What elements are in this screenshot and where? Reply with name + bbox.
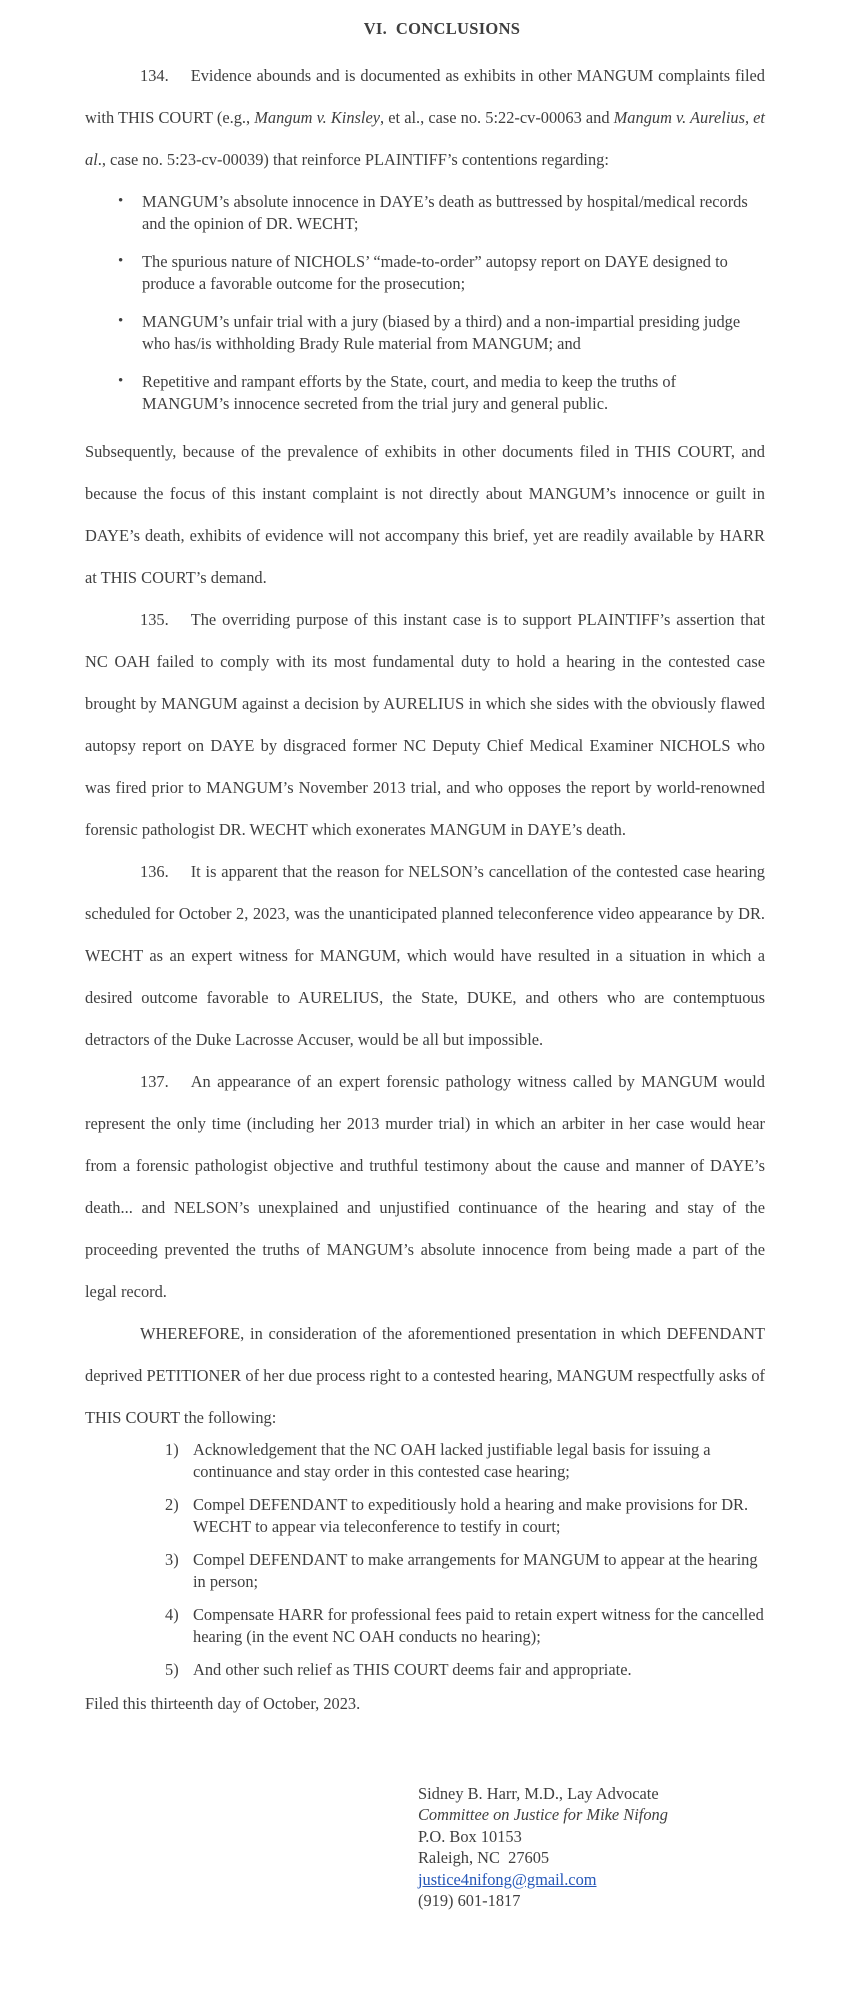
signatory-city-state-zip: Raleigh, NC 27605 — [418, 1848, 550, 1867]
item-text: Acknowledgement that the NC OAH lacked justifiable legal basis for issuing a continuance and stay order in this contested case hearing; — [193, 1440, 711, 1481]
bullet-icon: • — [118, 253, 124, 269]
bullet-text: MANGUM’s unfair trial with a jury (biased by a third) and a non-impartial presiding judge who has/is withholding Brady Rule material from MANGUM; and — [142, 312, 741, 353]
case-citation: Mangum v. Kinsley — [254, 108, 381, 127]
item-marker: 4) — [165, 1605, 179, 1624]
relief-item — [165, 1549, 765, 1592]
bullet-icon: • — [118, 373, 124, 389]
bullet-text: The spurious nature of NICHOLS’ “made-to-order” autopsy report on DAYE designed to produce a favorable outcome for the prosecution; — [142, 252, 728, 293]
relief-request-list — [165, 1439, 765, 1681]
item-text: Compel DEFENDANT to expeditiously hold a hearing and make provisions for DR. WECHT to appear via teleconference to testify in court; — [193, 1495, 749, 1536]
bullet-icon: • — [118, 313, 124, 329]
item-text: Compensate HARR for professional fees paid to retain expert witness for the cancelled hearing (in the event NC OAH conducts no hearing); — [193, 1605, 764, 1646]
relief-item — [165, 1604, 765, 1647]
relief-item — [165, 1659, 765, 1681]
signatory-po-box: P.O. Box 10153 — [418, 1826, 522, 1846]
bullet-item — [118, 191, 752, 235]
paragraph-text: Subsequently, because of the prevalence of exhibits in other documents filed in THIS COURT, and because the focus of this instant complaint is not directly about MANGUM’s innocence or guilt in DAYE’s death, exhibits of evidence will not accompany this brief, yet are readily available by HARR at THIS COURT’s demand. — [85, 442, 765, 587]
paragraph-number: 135. — [140, 610, 169, 629]
paragraph-text: ., case no. 5:23-cv-00039) that reinforce PLAINTIFF’s contentions regarding: — [97, 150, 609, 169]
item-marker: 2) — [165, 1495, 179, 1514]
case-citation: Mangum v. Aurelius, et al — [85, 108, 765, 169]
bullet-item — [118, 371, 752, 415]
email-link[interactable]: justice4nifong@gmail.com — [418, 1869, 597, 1889]
paragraph — [85, 1313, 765, 1439]
item-text: And other such relief as THIS COURT deems fair and appropriate. — [193, 1660, 632, 1679]
paragraph-text: Evidence abounds and is documented as exhibits in other MANGUM complaints filed with THIS COURT (e.g., — [85, 66, 765, 127]
paragraph-number: 134. — [140, 66, 169, 85]
signature-block — [418, 1783, 765, 1912]
bullet-text: Repetitive and rampant efforts by the State, court, and media to keep the truths of MANGUM’s innocence secreted from the trial jury and general public. — [142, 372, 677, 413]
paragraph-134 — [85, 55, 765, 181]
signatory-name: Sidney B. Harr, M.D., Lay Advocate — [418, 1783, 659, 1803]
item-marker: 3) — [165, 1550, 179, 1569]
paragraph-text: WHEREFORE, in consideration of the aforementioned presentation in which DEFENDANT deprived PETITIONER of her due process right to a contested hearing, MANGUM respectfully asks of THIS COURT the following: — [85, 1324, 765, 1427]
section-title: VI. CONCLUSIONS — [363, 19, 521, 38]
paragraph-137 — [85, 1061, 765, 1313]
paragraph-136 — [85, 851, 765, 1061]
document-body — [85, 55, 765, 1681]
item-text: Compel DEFENDANT to make arrangements for MANGUM to appear at the hearing in person; — [193, 1550, 758, 1591]
bullet-icon: • — [118, 193, 124, 209]
signatory-phone: (919) 601-1817 — [418, 1891, 521, 1910]
paragraph-135 — [85, 599, 765, 851]
filed-date-line: Filed this thirteenth day of October, 2023. — [85, 1693, 361, 1713]
contentions-bullet-list — [118, 191, 765, 415]
paragraph-text: It is apparent that the reason for NELSON’s cancellation of the contested case hearing scheduled for October 2, 2023, was the unanticipated planned teleconference video appearance by DR. WECHT as an expert witness for MANGUM, which would have resulted in a situation in which a desired outcome favorable to AURELIUS, the State, DUKE, and others who are contemptuous detractors of the Duke Lacrosse Accuser, would be all but impossible. — [85, 862, 765, 1049]
paragraph-text: An appearance of an expert forensic pathology witness called by MANGUM would represent the only time (including her 2013 murder trial) in which an arbiter in her case would hear from a forensic pathologist objective and truthful testimony about the cause and manner of DAYE’s death... and NELSON’s unexplained and unjustified continuance of the hearing and stay of the proceeding prevented the truths of MANGUM’s absolute innocence from being made a part of the legal record. — [85, 1072, 765, 1301]
bullet-item — [118, 251, 752, 295]
item-marker: 1) — [165, 1440, 179, 1459]
item-marker: 5) — [165, 1660, 179, 1679]
bullet-text: MANGUM’s absolute innocence in DAYE’s death as buttressed by hospital/medical records and the opinion of DR. WECHT; — [142, 192, 748, 233]
relief-item — [165, 1439, 765, 1482]
bullet-item — [118, 311, 752, 355]
signatory-organization: Committee on Justice for Mike Nifong — [418, 1805, 668, 1824]
paragraph-text: The overriding purpose of this instant case is to support PLAINTIFF’s assertion that NC OAH failed to comply with its most fundamental duty to hold a hearing in the contested case brought by MANGUM against a decision by AURELIUS in which she sides with the obviously flawed autopsy report on DAYE by disgraced former NC Deputy Chief Medical Examiner NICHOLS who was fired prior to MANGUM’s November 2013 trial, and who opposes the report by world-renowned forensic pathologist DR. WECHT which exonerates MANGUM in DAYE’s death. — [85, 610, 765, 839]
paragraph-number: 137. — [140, 1072, 169, 1091]
paragraph-number: 136. — [140, 862, 169, 881]
relief-item — [165, 1494, 765, 1537]
paragraph-text: , et al., case no. 5:22-cv-00063 and — [380, 108, 614, 127]
paragraph — [85, 431, 765, 599]
